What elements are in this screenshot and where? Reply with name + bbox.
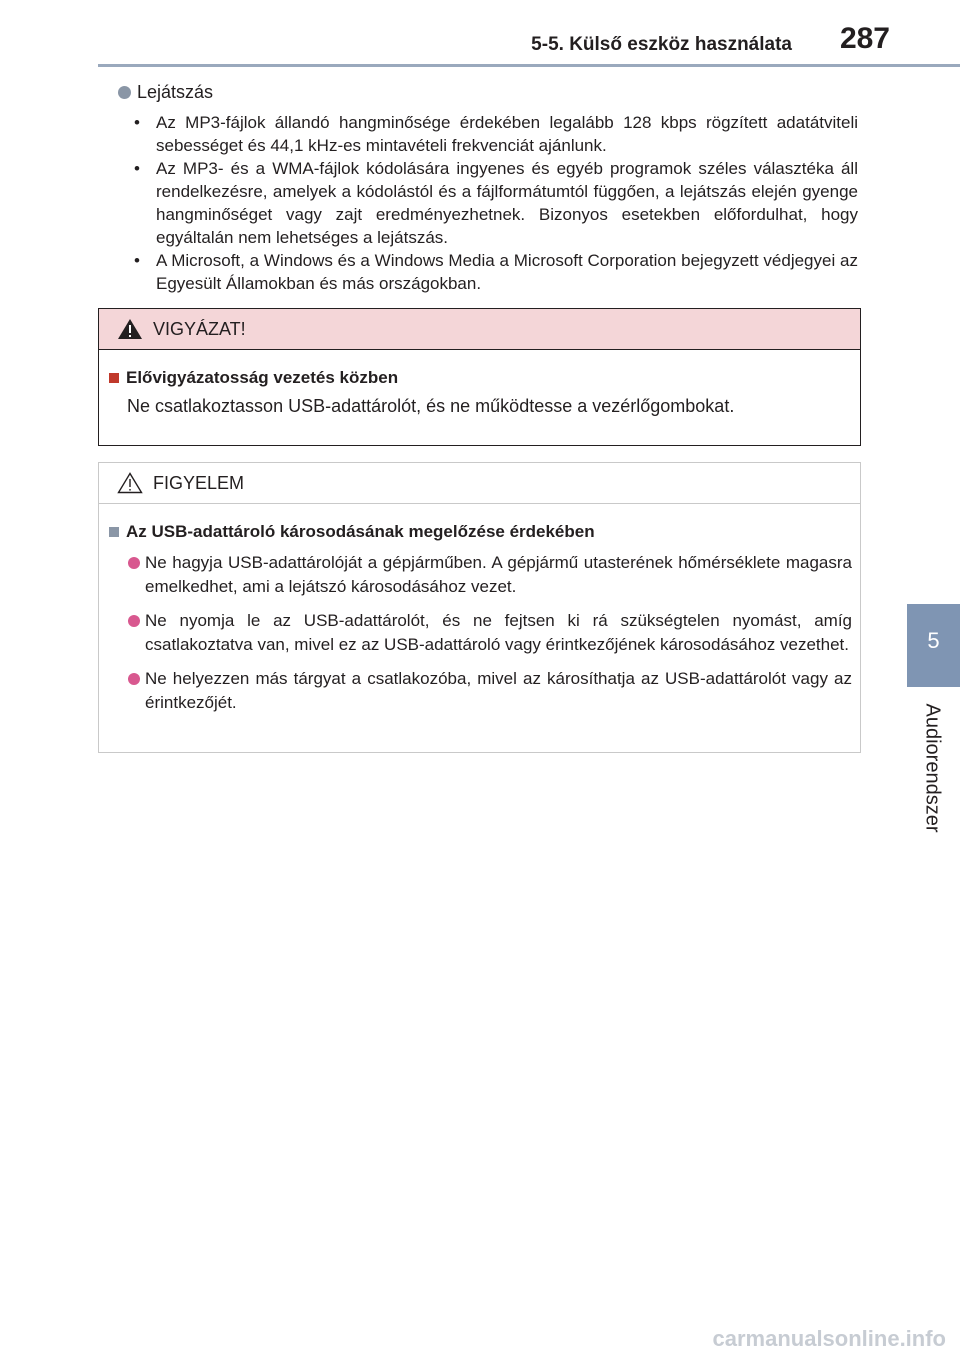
playback-heading-text: Lejátszás xyxy=(137,82,214,102)
list-item xyxy=(118,157,858,249)
caution-section-heading-text: Elővigyázatosság vezetés közben xyxy=(126,368,399,387)
notice-section-heading-text: Az USB-adattároló károsodásának megelőzése érdekében xyxy=(126,522,595,541)
warning-outline-icon xyxy=(117,472,143,494)
chapter-number: 5 xyxy=(927,628,940,653)
item-text: Ne nyomja le az USB-adattárolót, és ne fejtsen ki rá szükségtelen nyomást, amíg csatlakoztatva van, mivel ez az USB-adattároló vagy érintkezőjének károsodásához vezethet. xyxy=(145,611,852,654)
bullet-text: A Microsoft, a Windows és a Windows Media a Microsoft Corporation bejegyzett védjegyei az Egyesült Államokban és más országokban. xyxy=(156,251,858,293)
caution-body xyxy=(99,350,860,417)
chapter-tab[interactable] xyxy=(907,604,960,687)
item-text: Ne helyezzen más tárgyat a csatlakozóba, mivel az károsíthatja az USB-adattárolót vagy az érintkezőjét. xyxy=(145,669,852,712)
bullet-mark: • xyxy=(134,251,140,270)
chapter-label: Audiorendszer xyxy=(921,703,944,833)
square-bullet-icon xyxy=(109,527,119,537)
caution-box xyxy=(98,308,861,446)
notice-title: FIGYELEM xyxy=(153,472,245,493)
list-item xyxy=(118,249,858,295)
bullet-dot-icon xyxy=(118,86,131,99)
bullet-text: Az MP3- és a WMA-fájlok kódolására ingyenes és egyéb programok széles választéka áll rendelkezésre, amelyek a kódolástól és a fájlformátumtól függően, a lejátszás elején gyenge hangminőséget vagy zajt eredményezhetnek. Bizonyos esetekben előfordulhat, hogy egyáltalán nem lehetséges a lejátszás. xyxy=(156,159,858,247)
header-rule xyxy=(98,64,960,67)
notice-section-heading xyxy=(109,522,852,542)
watermark: carmanualsonline.info xyxy=(712,1326,946,1351)
bullet-text: Az MP3-fájlok állandó hangminősége érdekében legalább 128 kbps rögzített adatátviteli sebességet és 44,1 kHz-es mintavételi frekvenciát ajánlunk. xyxy=(156,113,858,155)
list-item xyxy=(109,551,852,599)
caution-section-text: Ne csatlakoztasson USB-adattárolót, és ne működtesse a vezérlőgombokat. xyxy=(127,396,735,416)
page-header xyxy=(0,0,960,68)
playback-section xyxy=(118,82,858,295)
warning-triangle-icon xyxy=(117,318,143,340)
caution-section-heading xyxy=(109,368,852,388)
bullet-mark: • xyxy=(134,159,140,178)
item-text: Ne hagyja USB-adattárolóját a gépjárműben. A gépjármű utasterének hőmérséklete magasra emelkedhet, ami a lejátszó károsodásához vezet. xyxy=(145,553,852,596)
notice-body xyxy=(99,504,860,715)
caution-title: VIGYÁZAT! xyxy=(153,318,246,339)
bullet-mark: • xyxy=(134,113,140,132)
notice-title-bar xyxy=(99,463,860,504)
list-item xyxy=(118,111,858,157)
section-title: 5-5. Külső eszköz használata xyxy=(531,34,792,55)
list-item xyxy=(109,667,852,715)
square-bullet-icon xyxy=(109,373,119,383)
notice-box xyxy=(98,462,861,753)
bullet-dot-icon xyxy=(128,615,140,627)
page-number: 287 xyxy=(839,22,890,55)
playback-bullets xyxy=(118,111,858,295)
playback-heading xyxy=(118,82,858,103)
caution-title-bar xyxy=(99,309,860,350)
bullet-dot-icon xyxy=(128,673,140,685)
list-item xyxy=(109,609,852,657)
bullet-dot-icon xyxy=(128,557,140,569)
